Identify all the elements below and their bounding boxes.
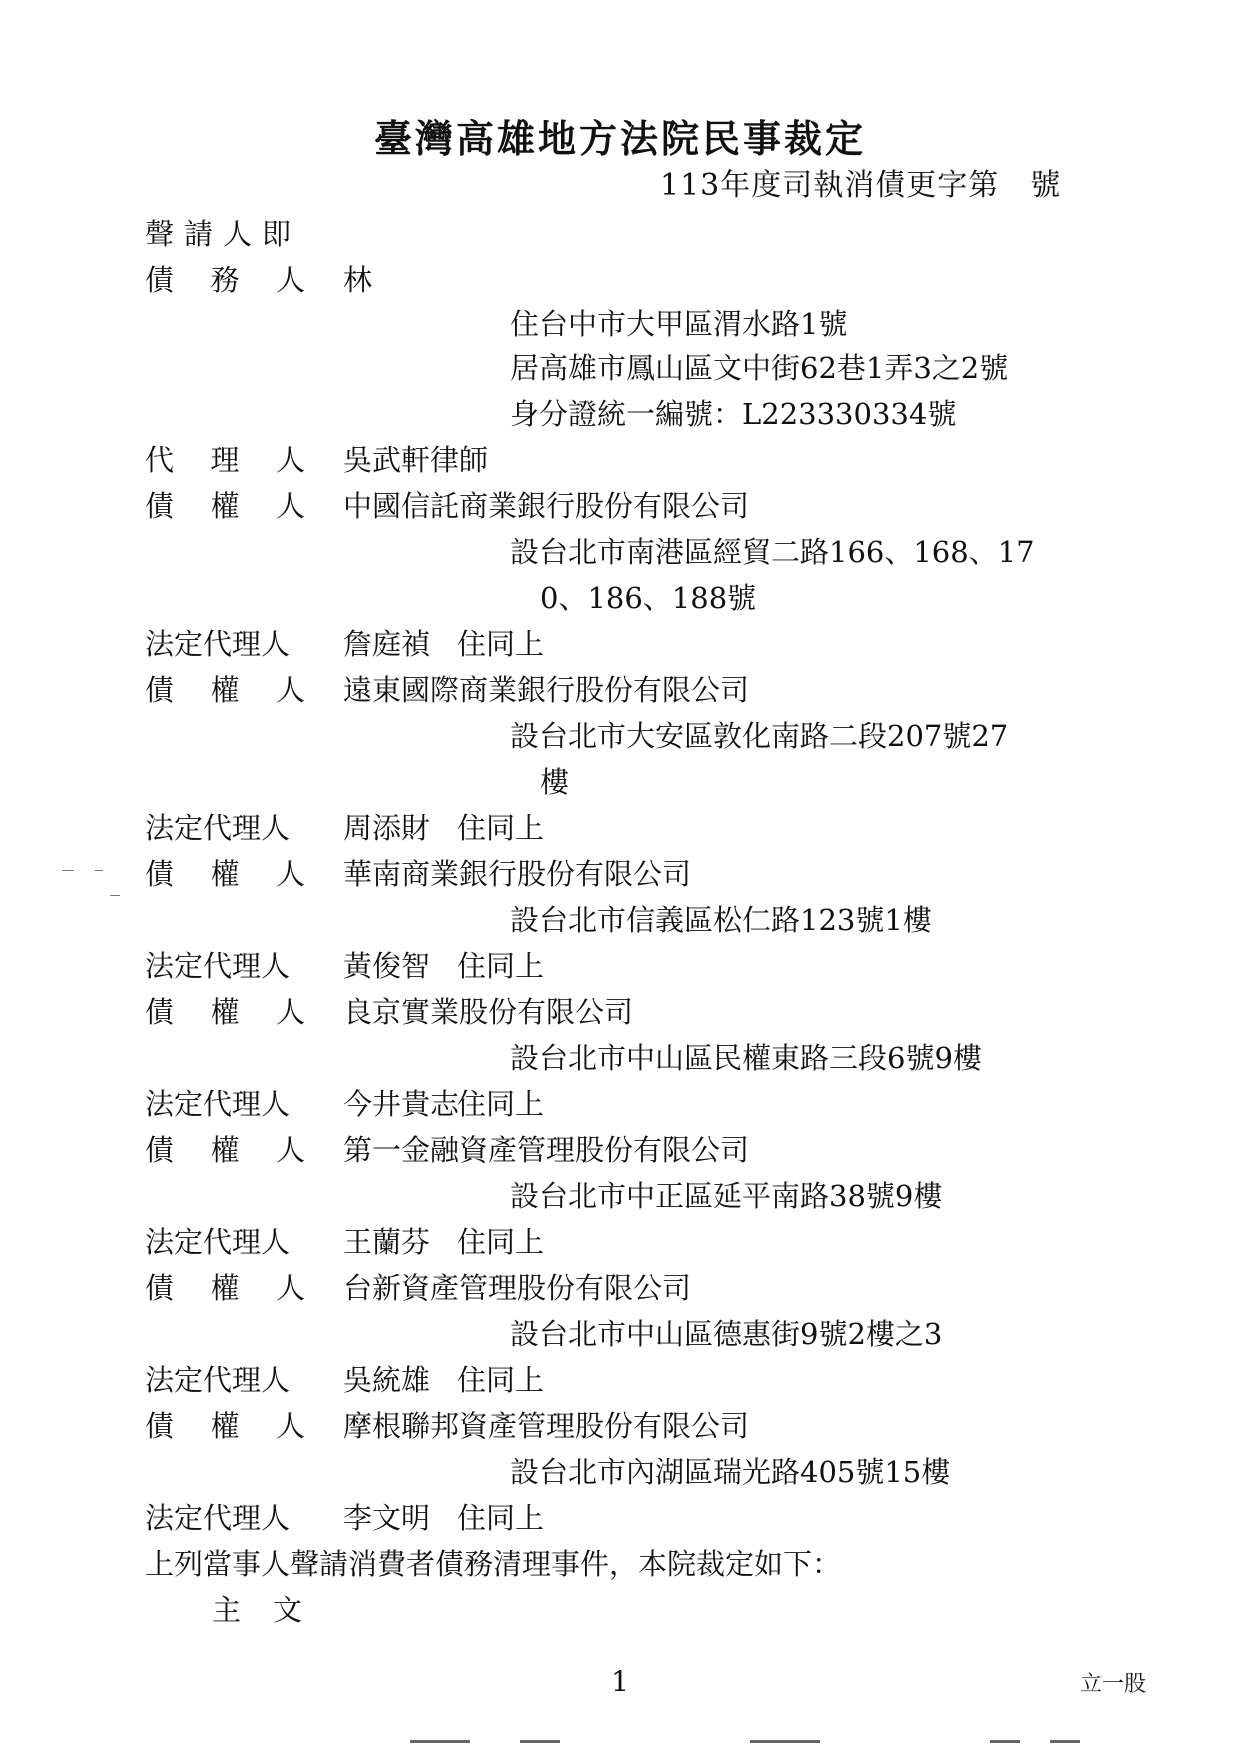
legal-representative-label: 法定代理人 [145,1363,291,1397]
label-char: 人 [275,995,305,1029]
label-char: 權 [210,1409,240,1443]
legal-representative-address: 住同上 [457,1501,545,1535]
scan-edge-mark [990,1740,1020,1743]
legal-representative-row [145,1496,1095,1536]
legal-representative-name: 今井貴志 [343,1087,460,1121]
creditor-address: 設台北市大安區敦化南路二段207號27 [510,719,1009,753]
legal-representative-address: 住同上 [457,949,545,983]
legal-representative-label: 法定代理人 [145,811,291,845]
legal-representative-row [145,1220,1095,1260]
legal-representative-name: 李文明 [343,1501,431,1535]
page-number: 1 [611,1665,629,1698]
label-char: 權 [210,857,240,891]
legal-representative-name: 吳統雄 [343,1363,431,1397]
document-title: 臺灣高雄地方法院民事裁定 [373,116,866,161]
label-char: 人 [275,1271,305,1305]
case-number: 113年度司執消債更字第 號 [660,168,1062,203]
label-char: 債 [145,857,175,891]
debtor-id-number: 身分證統一編號：L223330334號 [510,397,957,431]
creditor-address: 設台北市信義區松仁路123號1樓 [510,903,932,937]
label-char: 人 [275,857,305,891]
creditor-name: 良京實業股份有限公司 [343,995,634,1029]
legal-representative-row [145,944,1095,984]
label-char: 代 [145,443,175,477]
creditor-name: 華南商業銀行股份有限公司 [343,857,692,891]
creditor-name: 摩根聯邦資產管理股份有限公司 [343,1409,750,1443]
creditor-role-label [145,852,305,893]
debtor-address-1: 住台中市大甲區渭水路1號 [510,307,848,341]
legal-representative-row [145,1358,1095,1398]
scan-edge-mark [410,1740,470,1743]
label-char: 債 [145,673,175,707]
scan-edge-mark [750,1740,820,1743]
creditor-address: 設台北市中山區德惠街9號2樓之3 [510,1317,943,1351]
creditor-role-label [145,1128,305,1169]
creditor-address: 設台北市中山區民權東路三段6號9樓 [510,1041,982,1075]
label-char: 債 [145,1271,175,1305]
label-char: 理 [210,443,240,477]
legal-representative-address: 住同上 [457,1225,545,1259]
creditor-name: 中國信託商業銀行股份有限公司 [343,489,750,523]
label-char: 務 [210,263,240,297]
scan-speck [110,895,120,896]
label-char: 人 [275,673,305,707]
legal-representative-row [145,622,1095,662]
label-char: 人 [275,489,305,523]
legal-representative-name: 黃俊智 [343,949,431,983]
label-char: 權 [210,673,240,707]
main-text-heading [212,1588,302,1629]
creditor-row [145,668,1095,708]
creditor-row [145,1404,1095,1444]
label-char: 債 [145,1133,175,1167]
creditor-address: 樓 [540,765,570,799]
legal-representative-label: 法定代理人 [145,1225,291,1259]
debtor-row [145,258,1095,298]
label-char: 債 [145,489,175,523]
creditor-address: 設台北市內湖區瑞光路405號15樓 [510,1455,951,1489]
scan-edge-mark [520,1740,560,1743]
legal-representative-label: 法定代理人 [145,627,291,661]
legal-representative-name: 王蘭芬 [343,1225,431,1259]
legal-representative-name: 詹庭禎 [343,627,431,661]
legal-representative-address: 住同上 [457,811,545,845]
petitioner-role-label: 聲請人即 [145,217,302,251]
legal-representative-address: 住同上 [457,1087,545,1121]
label-char: 債 [145,1409,175,1443]
creditor-row [145,1128,1095,1168]
agent-row [145,438,1095,478]
statement: 上列當事人聲請消費者債務清理事件，本院裁定如下： [145,1547,842,1581]
label-char: 權 [210,1271,240,1305]
scan-speck [62,870,74,871]
creditor-role-label [145,990,305,1031]
legal-representative-address: 住同上 [457,1363,545,1397]
creditor-row [145,1266,1095,1306]
creditor-row [145,990,1095,1030]
debtor-name: 林 [343,263,373,297]
court-division: 立一股 [1080,1672,1147,1697]
creditor-name: 第一金融資產管理股份有限公司 [343,1133,750,1167]
label-char: 權 [210,489,240,523]
creditor-row [145,852,1095,892]
creditor-address: 設台北市南港區經貿二路166、168、17 [510,535,1035,569]
legal-representative-address: 住同上 [457,627,545,661]
legal-representative-label: 法定代理人 [145,1501,291,1535]
legal-representative-row [145,806,1095,846]
petitioner-role-row [145,212,1095,252]
label-char: 權 [210,1133,240,1167]
debtor-address-2: 居高雄市鳳山區文中街62巷1弄3之2號 [510,351,1009,385]
agent-role-label [145,438,305,479]
scan-speck [95,870,103,871]
creditor-address: 0、186、188號 [540,581,757,615]
debtor-role-label [145,258,305,299]
label-char: 人 [275,443,305,477]
creditor-name: 遠東國際商業銀行股份有限公司 [343,673,750,707]
label-char: 債 [145,995,175,1029]
label-char: 人 [275,1409,305,1443]
creditor-role-label [145,484,305,525]
scan-edge-mark [1050,1740,1080,1743]
legal-representative-label: 法定代理人 [145,1087,291,1121]
label-char: 權 [210,995,240,1029]
legal-representative-name: 周添財 [343,811,431,845]
creditor-role-label [145,1266,305,1307]
heading-char: 文 [272,1593,302,1627]
creditor-role-label [145,1404,305,1445]
legal-representative-row [145,1082,1095,1122]
label-char: 人 [275,263,305,297]
creditor-role-label [145,668,305,709]
heading-char: 主 [212,1593,242,1627]
creditor-address: 設台北市中正區延平南路38號9樓 [510,1179,943,1213]
label-char: 債 [145,263,175,297]
label-char: 人 [275,1133,305,1167]
legal-representative-label: 法定代理人 [145,949,291,983]
agent-name: 吳武軒律師 [343,443,489,477]
creditor-row [145,484,1095,524]
creditor-name: 台新資產管理股份有限公司 [343,1271,692,1305]
